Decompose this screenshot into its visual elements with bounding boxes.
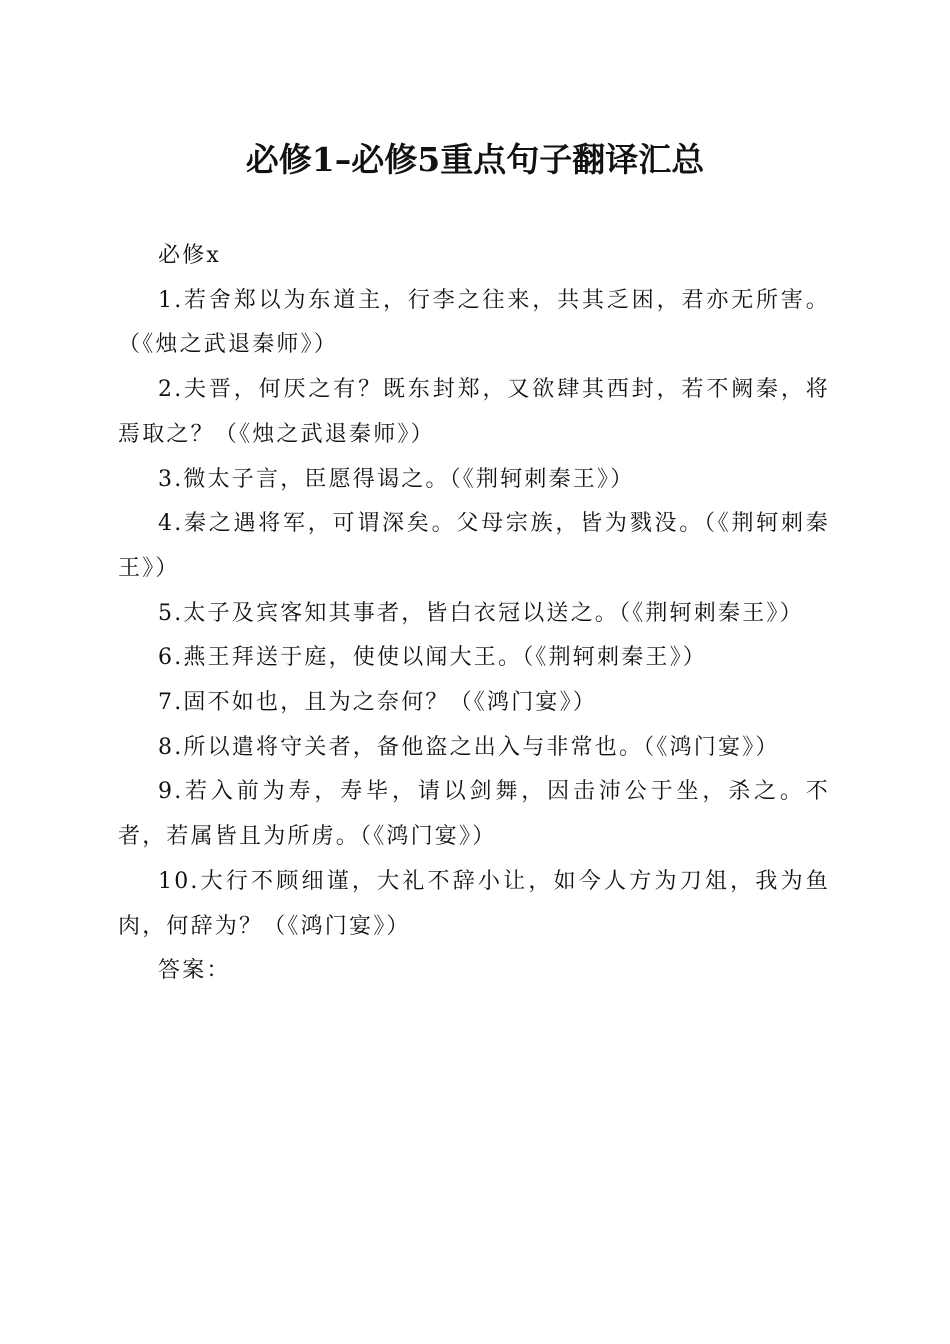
section-heading: 必修x — [158, 243, 222, 268]
sentence-item-9: 9.若入前为寿，寿毕，请以剑舞，因击沛公于坐，杀之。不者，若属皆且为所虏。（《鸿门宴》） — [118, 779, 830, 850]
page-title: 必修1–必修5重点句子翻译汇总 — [245, 140, 705, 179]
sentence-item-1: 1.若舍郑以为东道主，行李之往来，共其乏困，君亦无所害。（《烛之武退秦师》） — [118, 287, 830, 358]
sentence-item-7: 7.固不如也，且为之奈何？（《鸿门宴》） — [158, 690, 597, 716]
sentence-item-10: 10.大行不顾细谨，大礼不辞小让，如今人方为刀俎，我为鱼肉，何辞为？（《鸿门宴》） — [118, 868, 830, 939]
answer-label: 答案： — [158, 958, 231, 984]
sentence-item-5: 5.太子及宾客知其事者，皆白衣冠以送之。（《荆轲刺秦王》） — [158, 600, 804, 626]
document-body — [118, 234, 830, 994]
sentence-item-4: 4.秦之遇将军，可谓深矣。父母宗族，皆为戮没。（《荆轲刺秦王》） — [118, 511, 830, 581]
sentence-item-6: 6.燕王拜送于庭，使使以闻大王。（《荆轲刺秦王》） — [158, 645, 707, 671]
sentence-item-3: 3.微太子言，臣愿得谒之。（《荆轲刺秦王》） — [158, 466, 635, 492]
sentence-item-8: 8.所以遣将守关者，备他盗之出入与非常也。（《鸿门宴》） — [158, 734, 780, 760]
sentence-item-2: 2.夫晋，何厌之有？既东封郑，又欲肆其西封，若不阙秦，将焉取之？（《烛之武退秦师》） — [118, 377, 830, 447]
